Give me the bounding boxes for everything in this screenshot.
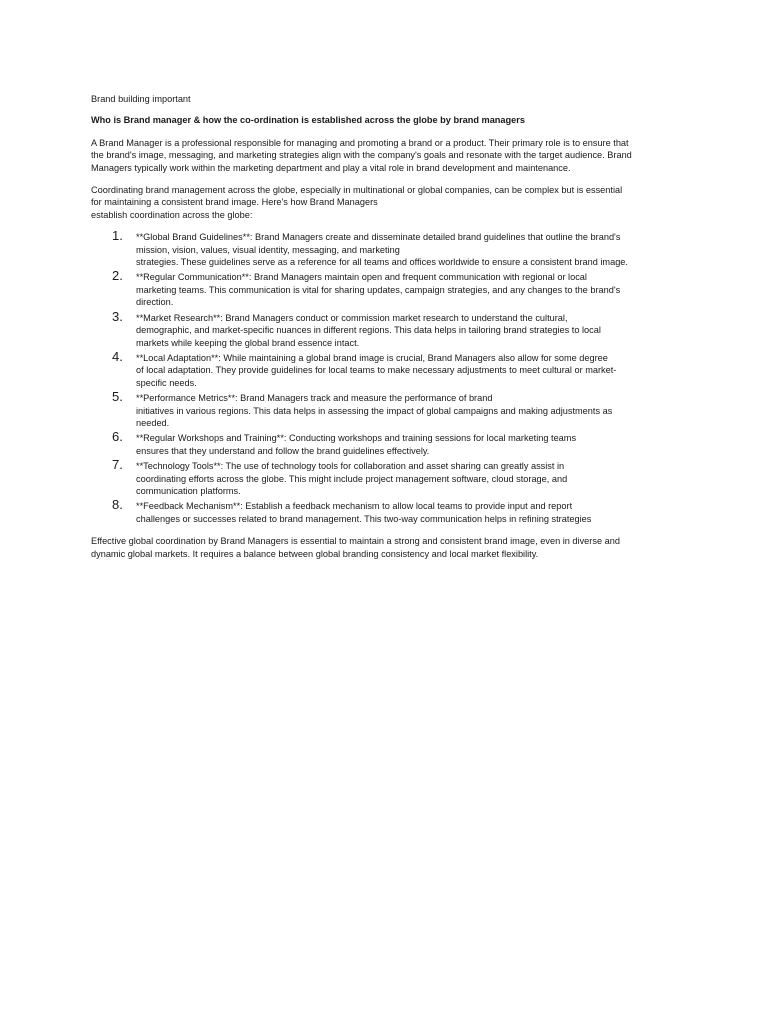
conclusion-paragraph	[91, 535, 687, 560]
text-line: coordinating efforts across the globe. This might include project management software, cloud storage, and	[136, 473, 568, 484]
text-line: for maintaining a consistent brand image. Here's how Brand Managers	[91, 197, 378, 208]
list-item	[91, 348, 687, 389]
list-number: 1.	[112, 228, 123, 244]
text-line: dynamic global markets. It requires a balance between global branding consistency and local market flexibility.	[91, 548, 539, 559]
list-item	[91, 389, 687, 429]
list-item	[91, 497, 687, 525]
list-number: 3.	[112, 308, 123, 324]
text-line: **Technology Tools**: The use of technology tools for collaboration and asset sharing can greatly assist in	[136, 461, 565, 472]
document-heading: Who is Brand manager & how the co-ordination is established across the globe by brand managers	[91, 115, 525, 126]
text-line: of local adaptation. They provide guidelines for local teams to make necessary adjustments to meet cultural or market-	[136, 365, 617, 376]
list-number: 5.	[112, 389, 123, 405]
text-line: the brand's image, messaging, and marketing strategies align with the company's goals and resonate with the target audience. Brand	[91, 150, 632, 161]
document-body	[91, 93, 687, 570]
list-number: 7.	[112, 457, 123, 473]
text-line: communication platforms.	[136, 485, 241, 496]
text-line: Coordinating brand management across the globe, especially in multinational or global companies, can be complex but is essential	[91, 185, 623, 196]
text-line: **Regular Communication**: Brand Managers maintain open and frequent communication with regional or local	[136, 272, 587, 283]
text-line: strategies. These guidelines serve as a reference for all teams and offices worldwide to ensure a consistent brand image.	[136, 257, 628, 268]
text-line: initiatives in various regions. This data helps in assessing the impact of global campaigns and making adjustments as	[136, 405, 613, 416]
text-line: **Feedback Mechanism**: Establish a feedback mechanism to allow local teams to provide input and report	[136, 501, 573, 512]
document-title: Brand building important	[91, 94, 191, 104]
list-number: 2.	[112, 268, 123, 284]
text-line: A Brand Manager is a professional responsible for managing and promoting a brand or a product. Their primary role is to ensure that	[91, 137, 629, 148]
text-line: marketing teams. This communication is vital for sharing updates, campaign strategies, and any changes to the brand's	[136, 284, 621, 295]
text-line: **Local Adaptation**: While maintaining a global brand image is crucial, Brand Managers also allow for some degree	[136, 352, 608, 363]
text-line: ensures that they understand and follow the brand guidelines effectively.	[136, 445, 430, 456]
coordination-paragraph	[91, 184, 687, 221]
text-line: **Market Research**: Brand Managers conduct or commission market research to understand the cultural,	[136, 312, 568, 323]
list-number: 8.	[112, 497, 123, 513]
text-line: Effective global coordination by Brand Managers is essential to maintain a strong and consistent brand image, even in diverse and	[91, 536, 620, 547]
list-item	[91, 429, 687, 457]
text-line: specific needs.	[136, 377, 197, 388]
text-line: needed.	[136, 417, 170, 428]
list-item	[91, 268, 687, 308]
text-line: direction.	[136, 297, 174, 308]
text-line: challenges or successes related to brand management. This two-way communication helps in refining strategies	[136, 513, 592, 524]
list-number: 6.	[112, 429, 123, 445]
list-item	[91, 228, 687, 268]
intro-paragraph	[91, 137, 687, 174]
text-line: **Regular Workshops and Training**: Conducting workshops and training sessions for local marketing teams	[136, 433, 577, 444]
list-item	[91, 457, 687, 497]
list-item	[91, 308, 687, 349]
text-line: **Global Brand Guidelines**: Brand Managers create and disseminate detailed brand guidelines that outline the brand's	[136, 232, 621, 243]
text-line: Managers typically work within the marketing department and play a vital role in brand development and maintenance.	[91, 162, 571, 173]
coordination-list	[91, 228, 687, 525]
text-line: demographic, and market-specific nuances in different regions. This data helps in tailoring brand strategies to local	[136, 325, 601, 336]
list-number: 4.	[112, 348, 123, 364]
text-line: markets while keeping the global brand essence intact.	[136, 337, 360, 348]
text-line: **Performance Metrics**: Brand Managers track and measure the performance of brand	[136, 393, 493, 404]
text-line: establish coordination across the globe:	[91, 209, 253, 220]
text-line: mission, vision, values, visual identity, messaging, and marketing	[136, 244, 400, 255]
